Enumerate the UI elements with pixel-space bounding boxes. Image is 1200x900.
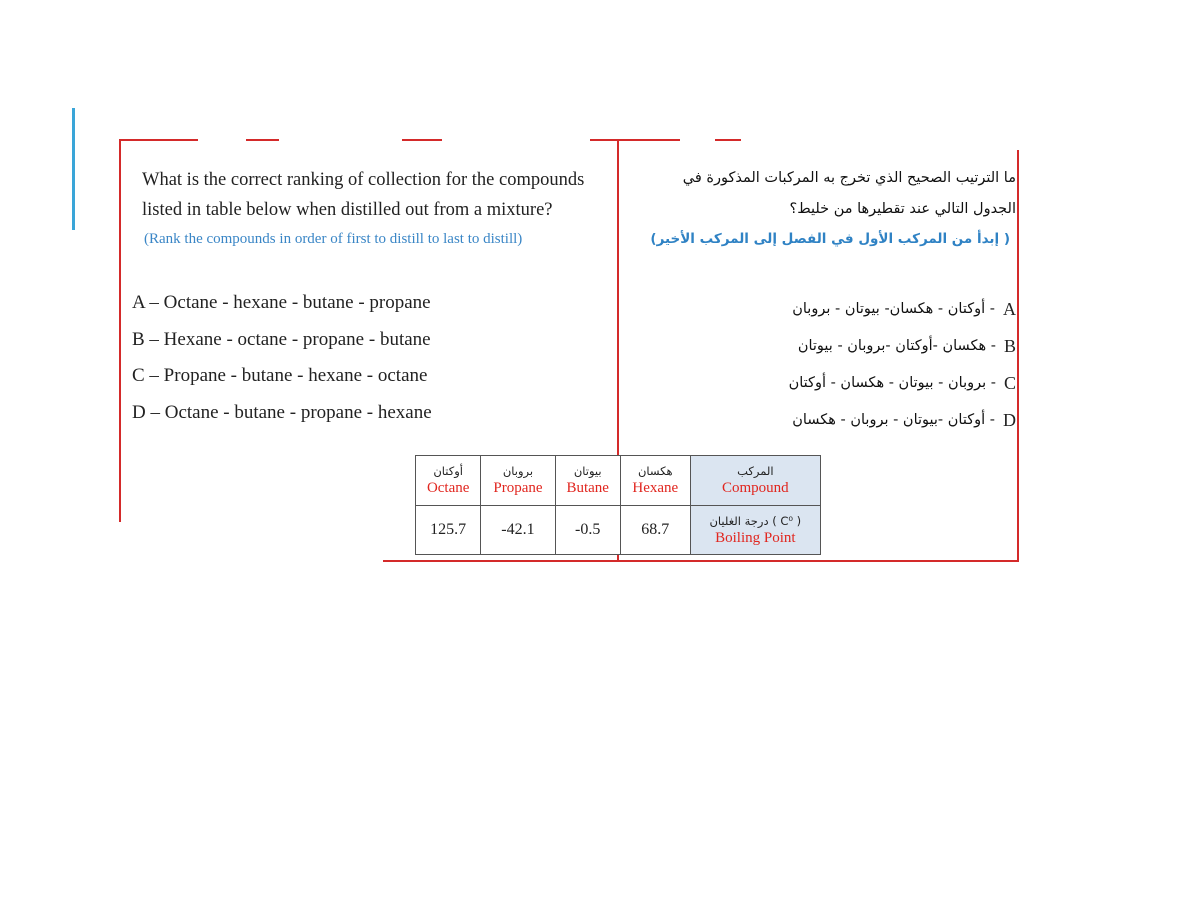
frame-left-border [119,139,121,522]
options-english [132,290,612,436]
row-label-boiling-point [690,505,820,555]
header-propane [481,456,555,506]
question-arabic [630,163,1016,225]
value-butane: -0.5 [555,505,620,555]
header-octane [416,456,481,506]
question-arabic-line1: ما الترتيب الصحيح الذي تخرج به المركبات المذكورة في [682,170,1016,186]
question-arabic-hint: ( إبدأ من المركب الأول في الفصل إلى المركب الأخير) [650,231,1010,247]
header-hexane [620,456,690,506]
header-en: Propane [493,480,543,497]
value-octane: 125.7 [416,505,481,555]
question-english [142,165,612,225]
frame-top-segment [715,139,741,141]
table-header-row [416,456,821,506]
header-ar: بروبان [502,464,534,479]
header-ar: المركب [737,464,774,479]
option-ar-text: - أوكتان -بيوتان - بروبان - هكسان [792,411,995,428]
header-en: Butane [566,480,609,497]
question-english-line2: listed in table below when distilled out from a mixture? [142,200,553,220]
question-arabic-line2: الجدول التالي عند تقطيرها من خليط؟ [789,201,1016,217]
header-en: Hexane [632,480,679,497]
header-butane [555,456,620,506]
accent-bar [72,108,75,230]
frame-top-segment [120,139,198,141]
frame-top-segment [590,139,680,141]
frame-right-border [1017,150,1019,560]
option-ar-letter: C [1003,372,1016,393]
option-ar-letter: B [1003,335,1016,356]
option-ar-d [640,401,1016,438]
row-label-en: Boiling Point [715,529,796,546]
option-en-a: A – Octane - hexane - butane - propane [132,292,431,313]
value-propane: -42.1 [481,505,555,555]
option-ar-text: - أوكتان - هكسان- بيوتان - بروبان [792,300,995,317]
options-arabic [640,290,1016,438]
table-value-row [416,505,821,555]
frame-bottom-border [383,560,1019,562]
option-en-b: B – Hexane - octane - propane - butane [132,328,431,350]
frame-top-segment [246,139,279,141]
row-label-ar: درجة الغليان ( C⁰ ) [709,513,802,528]
value-hexane: 68.7 [620,505,690,555]
header-ar: بيوتان [573,464,602,479]
option-ar-letter: A [1003,298,1016,319]
option-ar-letter: D [1003,409,1016,430]
option-en-d: D – Octane - butane - propane - hexane [132,401,432,423]
option-ar-b [640,327,1016,364]
option-ar-a [640,290,1016,327]
question-english-hint: (Rank the compounds in order of first to distill to last to distill) [144,231,523,247]
option-ar-text: - بروبان - بيوتان - هكسان - أوكتان [788,374,996,391]
option-en-c: C – Propane - butane - hexane - octane [132,365,428,386]
header-ar: أوكتان [433,464,463,479]
option-ar-text: - هكسان -أوكتان -بروبان - بيوتان [797,337,996,354]
boiling-point-table [415,455,821,555]
frame-top-segment [402,139,442,141]
question-english-line1: What is the correct ranking of collection for the compounds [142,170,585,190]
header-compound [690,456,820,506]
option-ar-c [640,364,1016,401]
header-en: Octane [426,480,470,497]
header-en: Compound [721,480,789,497]
header-ar: هكسان [637,464,673,479]
